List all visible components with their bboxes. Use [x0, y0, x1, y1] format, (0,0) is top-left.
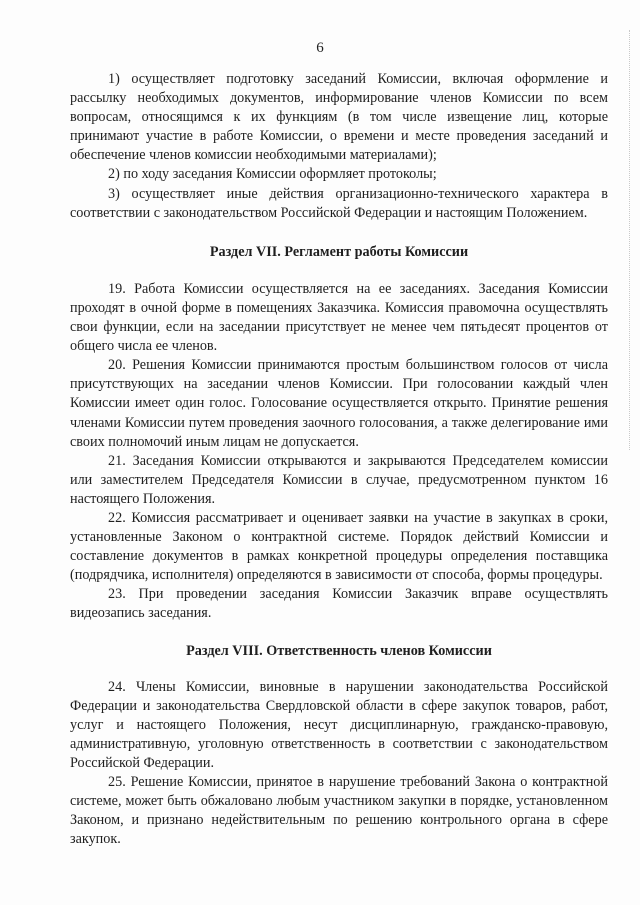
paragraph-24: 24. Члены Комиссии, виновные в нарушении законодательства Российской Федерации и законодательства Свердловской области в сфере закупок товаров, работ, услуг и настоящего Положения, несут дисциплинарную, гражданско-правовую, административную, уголовную ответственность в соответствии с законодательством Российской Федерации. [70, 678, 608, 771]
page-number: 6 [316, 40, 324, 56]
paragraph-20: 20. Решения Комиссии принимаются простым большинством голосов от числа присутствующих на заседании членов Комиссии. При голосовании каждый член Комиссии имеет один голос. Голосование осуществляется открыто. Принятие решения членами Комиссии путем проведения заочного голосования, а также делегирование ими своих полномочий иным лицам не допускается. [70, 357, 608, 450]
paragraph-item-3: 3) осуществляет иные действия организационно-технического характера в соответствии с законодательством Российской Федерации и настоящим Положением. [70, 185, 608, 221]
paragraph-21: 21. Заседания Комиссии открываются и закрываются Председателем комиссии или заместителем Председателя Комиссии в случае, предусмотренном пунктом 16 настоящего Положения. [70, 452, 608, 507]
document-body [70, 70, 608, 849]
paragraph-item-2: 2) по ходу заседания Комиссии оформляет протоколы; [108, 166, 437, 183]
section-8-heading: Раздел VIII. Ответственность членов Комиссии [186, 642, 492, 659]
paragraph-23: 23. При проведении заседания Комиссии Заказчик вправе осуществлять видеозапись заседания. [70, 586, 608, 622]
paragraph-22: 22. Комиссия рассматривает и оценивает заявки на участие в закупках в сроки, установленные Законом о контрактной системе. Порядок действий Комиссии и составление документов в рамках конкретной процедуры определения поставщика (подрядчика, исполнителя) определяются в зависимости от способа, формы процедуры. [70, 509, 608, 584]
paragraph-item-1: 1) осуществляет подготовку заседаний Комиссии, включая оформление и рассылку необходимых документов, информирование членов Комиссии по всем вопросам, относящимся к их функциям (в том числе извещение лиц, которые принимают участие в работе Комиссии, о времени и месте проведения заседаний и обеспечение членов комиссии необходимыми материалами); [70, 71, 608, 164]
section-7-heading: Раздел VII. Регламент работы Комиссии [209, 243, 469, 260]
paragraph-25: 25. Решение Комиссии, принятое в нарушение требований Закона о контрактной системе, может быть обжаловано любым участником закупки в порядке, установленном Законом, и признано недействительным по решению контрольного органа в сфере закупок. [70, 774, 608, 848]
scan-edge-marks [629, 30, 636, 450]
paragraph-19: 19. Работа Комиссии осуществляется на ее заседаниях. Заседания Комиссии проходят в очной форме в помещениях Заказчика. Комиссия правомочна осуществлять свои функции, если на заседании присутствует не менее чем пятьдесят процентов от общего числа ее членов. [70, 280, 608, 355]
